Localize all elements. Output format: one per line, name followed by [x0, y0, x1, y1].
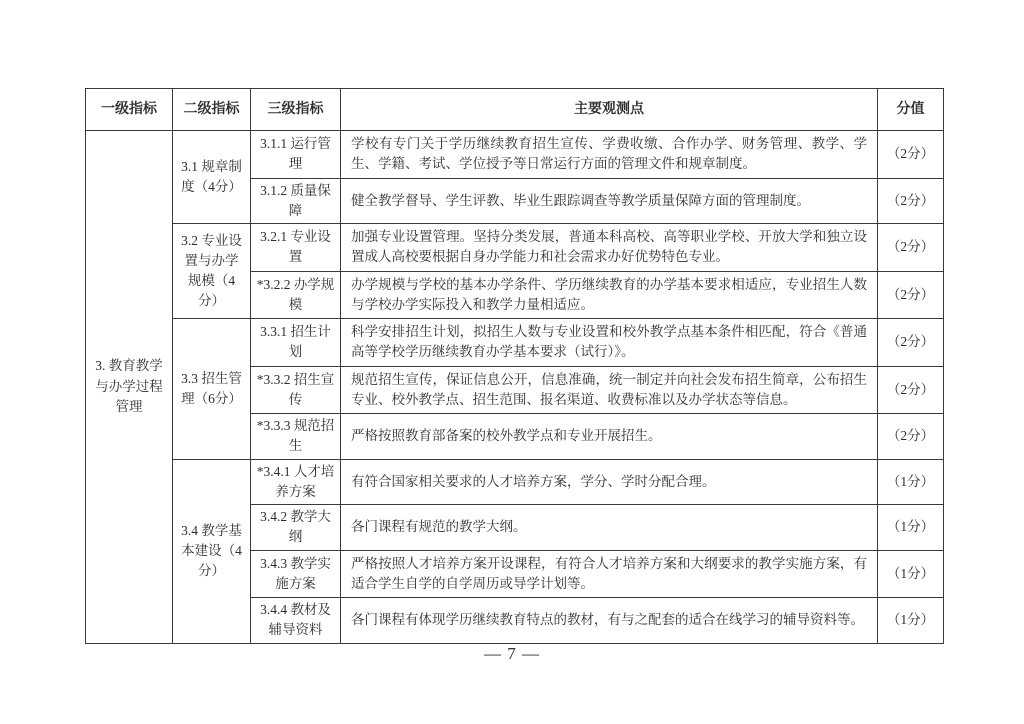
observation-cell: 严格按照人才培养方案开设课程，有符合人才培养方案和大纲要求的教学实施方案，有适合学生自学的自学周历或导学计划等。 [341, 550, 878, 598]
header-row [86, 89, 944, 131]
score-cell: （1分） [878, 550, 944, 598]
level3-cell: 3.2.1 专业设置 [251, 224, 341, 272]
observation-cell: 有符合国家相关要求的人才培养方案，学分、学时分配合理。 [341, 459, 878, 505]
level3-cell: 3.4.2 教学大纲 [251, 505, 341, 551]
evaluation-table [85, 88, 944, 644]
observation-cell: 科学安排招生计划，拟招生人数与专业设置和校外教学点基本条件相匹配，符合《普通高等学校学历继续教育办学基本要求（试行）》。 [341, 319, 878, 367]
score-cell: （1分） [878, 505, 944, 551]
level2-cell-majors-scale: 3.2 专业设置与办学规模（4分） [173, 224, 251, 319]
observation-cell: 各门课程有规范的教学大纲。 [341, 505, 878, 551]
score-cell: （2分） [878, 178, 944, 224]
level3-cell: *3.3.3 规范招生 [251, 414, 341, 460]
observation-cell: 办学规模与学校的基本办学条件、学历继续教育的办学基本要求相适应，专业招生人数与学校办学实际投入和教学力量相适应。 [341, 271, 878, 319]
score-cell: （2分） [878, 271, 944, 319]
observation-cell: 学校有专门关于学历继续教育招生宣传、学费收缴、合作办学、财务管理、教学、学生、学籍、考试、学位授予等日常运行方面的管理文件和规章制度。 [341, 131, 878, 179]
score-cell: （2分） [878, 131, 944, 179]
level2-cell-teaching-construction: 3.4 教学基本建设（4分） [173, 459, 251, 643]
level3-cell: *3.2.2 办学规模 [251, 271, 341, 319]
header-observation-points: 主要观测点 [341, 89, 878, 131]
level3-cell: *3.4.1 人才培养方案 [251, 459, 341, 505]
level3-cell: 3.4.3 教学实施方案 [251, 550, 341, 598]
level3-cell: 3.1.2 质量保障 [251, 178, 341, 224]
header-level1-indicator: 一级指标 [86, 89, 173, 131]
level3-cell: 3.4.4 教材及辅导资料 [251, 598, 341, 644]
table-row [86, 131, 944, 179]
level3-cell: *3.3.2 招生宣传 [251, 366, 341, 414]
level1-indicator-cell: 3. 教育教学与办学过程管理 [86, 131, 173, 644]
score-cell: （2分） [878, 224, 944, 272]
observation-cell: 规范招生宣传，保证信息公开，信息准确，统一制定并向社会发布招生简章，公布招生专业、校外教学点、招生范围、报名渠道、收费标准以及办学状态等信息。 [341, 366, 878, 414]
observation-cell: 严格按照教育部备案的校外教学点和专业开展招生。 [341, 414, 878, 460]
table-row [86, 319, 944, 367]
table-row [86, 459, 944, 505]
table-row [86, 224, 944, 272]
level3-cell: 3.1.1 运行管理 [251, 131, 341, 179]
header-level3-indicator: 三级指标 [251, 89, 341, 131]
observation-cell: 加强专业设置管理。坚持分类发展，普通本科高校、高等职业学校、开放大学和独立设置成人高校要根据自身办学能力和社会需求办好优势特色专业。 [341, 224, 878, 272]
level2-cell-enrollment: 3.3 招生管理（6分） [173, 319, 251, 460]
score-cell: （1分） [878, 598, 944, 644]
observation-cell: 健全教学督导、学生评教、毕业生跟踪调查等教学质量保障方面的管理制度。 [341, 178, 878, 224]
header-score: 分值 [878, 89, 944, 131]
header-level2-indicator: 二级指标 [173, 89, 251, 131]
score-cell: （2分） [878, 414, 944, 460]
score-cell: （2分） [878, 366, 944, 414]
page-number: — 7 — [484, 644, 540, 663]
observation-cell: 各门课程有体现学历继续教育特点的教材，有与之配套的适合在线学习的辅导资料等。 [341, 598, 878, 644]
score-cell: （2分） [878, 319, 944, 367]
level2-cell-regulations: 3.1 规章制度（4分） [173, 131, 251, 224]
level3-cell: 3.3.1 招生计划 [251, 319, 341, 367]
score-cell: （1分） [878, 459, 944, 505]
